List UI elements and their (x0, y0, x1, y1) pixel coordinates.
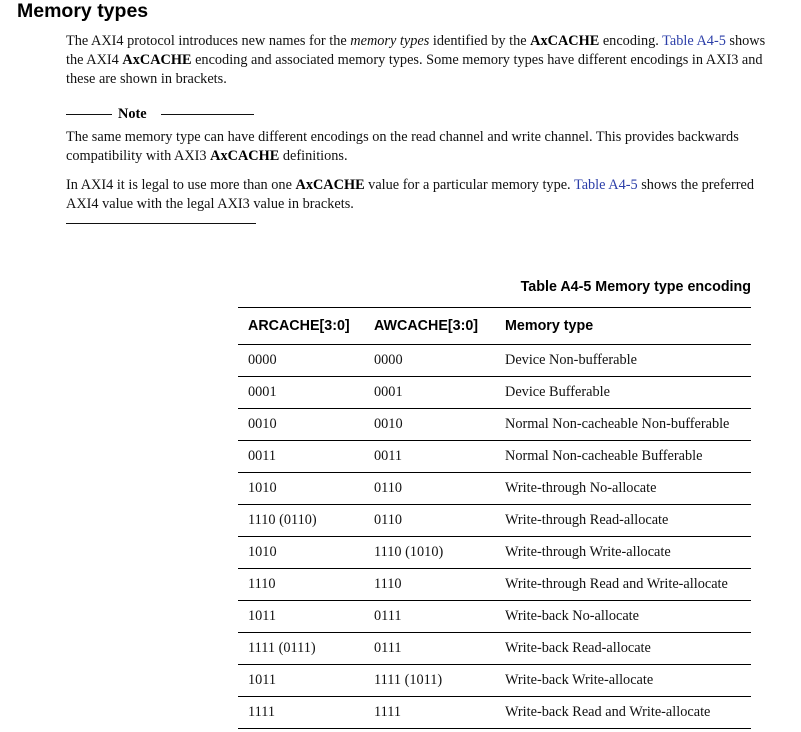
header-memory-type: Memory type (505, 308, 751, 345)
arcache-cell: 0001 (238, 377, 374, 409)
table-row (238, 345, 751, 377)
arcache-cell: 0010 (238, 409, 374, 441)
arcache-cell: 0000 (238, 345, 374, 377)
note-rule-right (161, 114, 254, 115)
arcache-cell: 1110 (0110) (238, 505, 374, 537)
note-paragraph-1 (66, 128, 766, 166)
intro-text-b: identified by the (429, 33, 531, 49)
memory-type-cell: Write-through Read-allocate (505, 505, 751, 537)
awcache-cell: 0110 (374, 473, 505, 505)
table-row (238, 441, 751, 473)
note-paragraph-2 (66, 176, 766, 214)
awcache-cell: 1111 (1011) (374, 665, 505, 697)
memory-type-cell: Write-through Write-allocate (505, 537, 751, 569)
note-heading (66, 105, 266, 124)
table-reference-link[interactable]: Table A4-5 (662, 33, 726, 49)
table-row (238, 473, 751, 505)
intro-text-d: shows the AXI4 (66, 33, 766, 68)
arcache-cell: 0011 (238, 441, 374, 473)
table-reference-link-2[interactable]: Table A4-5 (573, 177, 638, 193)
memory-type-cell: Write-back No-allocate (505, 601, 751, 633)
awcache-cell: 0001 (374, 377, 505, 409)
memory-type-cell: Write-back Read-allocate (505, 633, 751, 665)
memory-type-cell: Write-back Write-allocate (505, 665, 751, 697)
intro-text-e: encoding and associated memory types. Some memory types have different encodings in AXI3 and these are shown in brackets. (66, 52, 763, 87)
memory-type-cell: Write-back Read and Write-allocate (505, 697, 751, 729)
intro-text-a: The AXI4 protocol introduces new names for the (66, 33, 351, 49)
arcache-cell: 1111 (0111) (238, 633, 374, 665)
note-p2-signal-name: AxCACHE (295, 177, 365, 193)
awcache-cell: 0111 (374, 601, 505, 633)
table-row (238, 377, 751, 409)
header-arcache: ARCACHE[3:0] (238, 308, 374, 345)
note-p1-signal-name: AxCACHE (210, 148, 280, 164)
note-p2-text-b: value for a particular memory type. (364, 177, 574, 193)
arcache-cell: 1111 (238, 697, 374, 729)
intro-paragraph (66, 32, 766, 89)
awcache-cell: 1111 (374, 697, 505, 729)
intro-signal-name-2: AxCACHE (122, 52, 192, 68)
table-row (238, 697, 751, 729)
note-p2-text-c: shows the preferred AXI4 value with the legal AXI3 value in brackets. (66, 177, 754, 212)
note-label: Note (118, 106, 147, 122)
table-row (238, 505, 751, 537)
arcache-cell: 1110 (238, 569, 374, 601)
memory-type-cell: Device Non-bufferable (505, 345, 751, 377)
table-row (238, 601, 751, 633)
note-p1-text-a: The same memory type can have different encodings on the read channel and write channel. This provides backwards compatibility with AXI3 (66, 129, 739, 164)
table-row (238, 409, 751, 441)
note-rule-left (66, 114, 112, 115)
awcache-cell: 1110 (1010) (374, 537, 505, 569)
table-row (238, 665, 751, 697)
memory-type-cell: Device Bufferable (505, 377, 751, 409)
table-row (238, 633, 751, 665)
awcache-cell: 0111 (374, 633, 505, 665)
section-title: Memory types (17, 0, 149, 22)
awcache-cell: 1110 (374, 569, 505, 601)
intro-text-c: encoding. (599, 33, 663, 49)
header-awcache: AWCACHE[3:0] (374, 308, 505, 345)
table-caption: Table A4-5 Memory type encoding (520, 279, 751, 295)
table-row (238, 569, 751, 601)
table-row (238, 537, 751, 569)
awcache-cell: 0110 (374, 505, 505, 537)
intro-signal-name: AxCACHE (530, 33, 600, 49)
awcache-cell: 0010 (374, 409, 505, 441)
note-p2-text-a: In AXI4 it is legal to use more than one (66, 177, 296, 193)
note-end-rule (66, 223, 256, 224)
arcache-cell: 1010 (238, 473, 374, 505)
memory-type-cell: Normal Non-cacheable Bufferable (505, 441, 751, 473)
arcache-cell: 1010 (238, 537, 374, 569)
memory-type-cell: Write-through Read and Write-allocate (505, 569, 751, 601)
table-header-row (238, 308, 751, 345)
arcache-cell: 1011 (238, 601, 374, 633)
awcache-cell: 0011 (374, 441, 505, 473)
memory-type-cell: Write-through No-allocate (505, 473, 751, 505)
memory-type-cell: Normal Non-cacheable Non-bufferable (505, 409, 751, 441)
note-p1-text-b: definitions. (279, 148, 348, 164)
intro-italic-term: memory types (350, 33, 430, 49)
arcache-cell: 1011 (238, 665, 374, 697)
memory-type-encoding-table (238, 307, 751, 729)
awcache-cell: 0000 (374, 345, 505, 377)
